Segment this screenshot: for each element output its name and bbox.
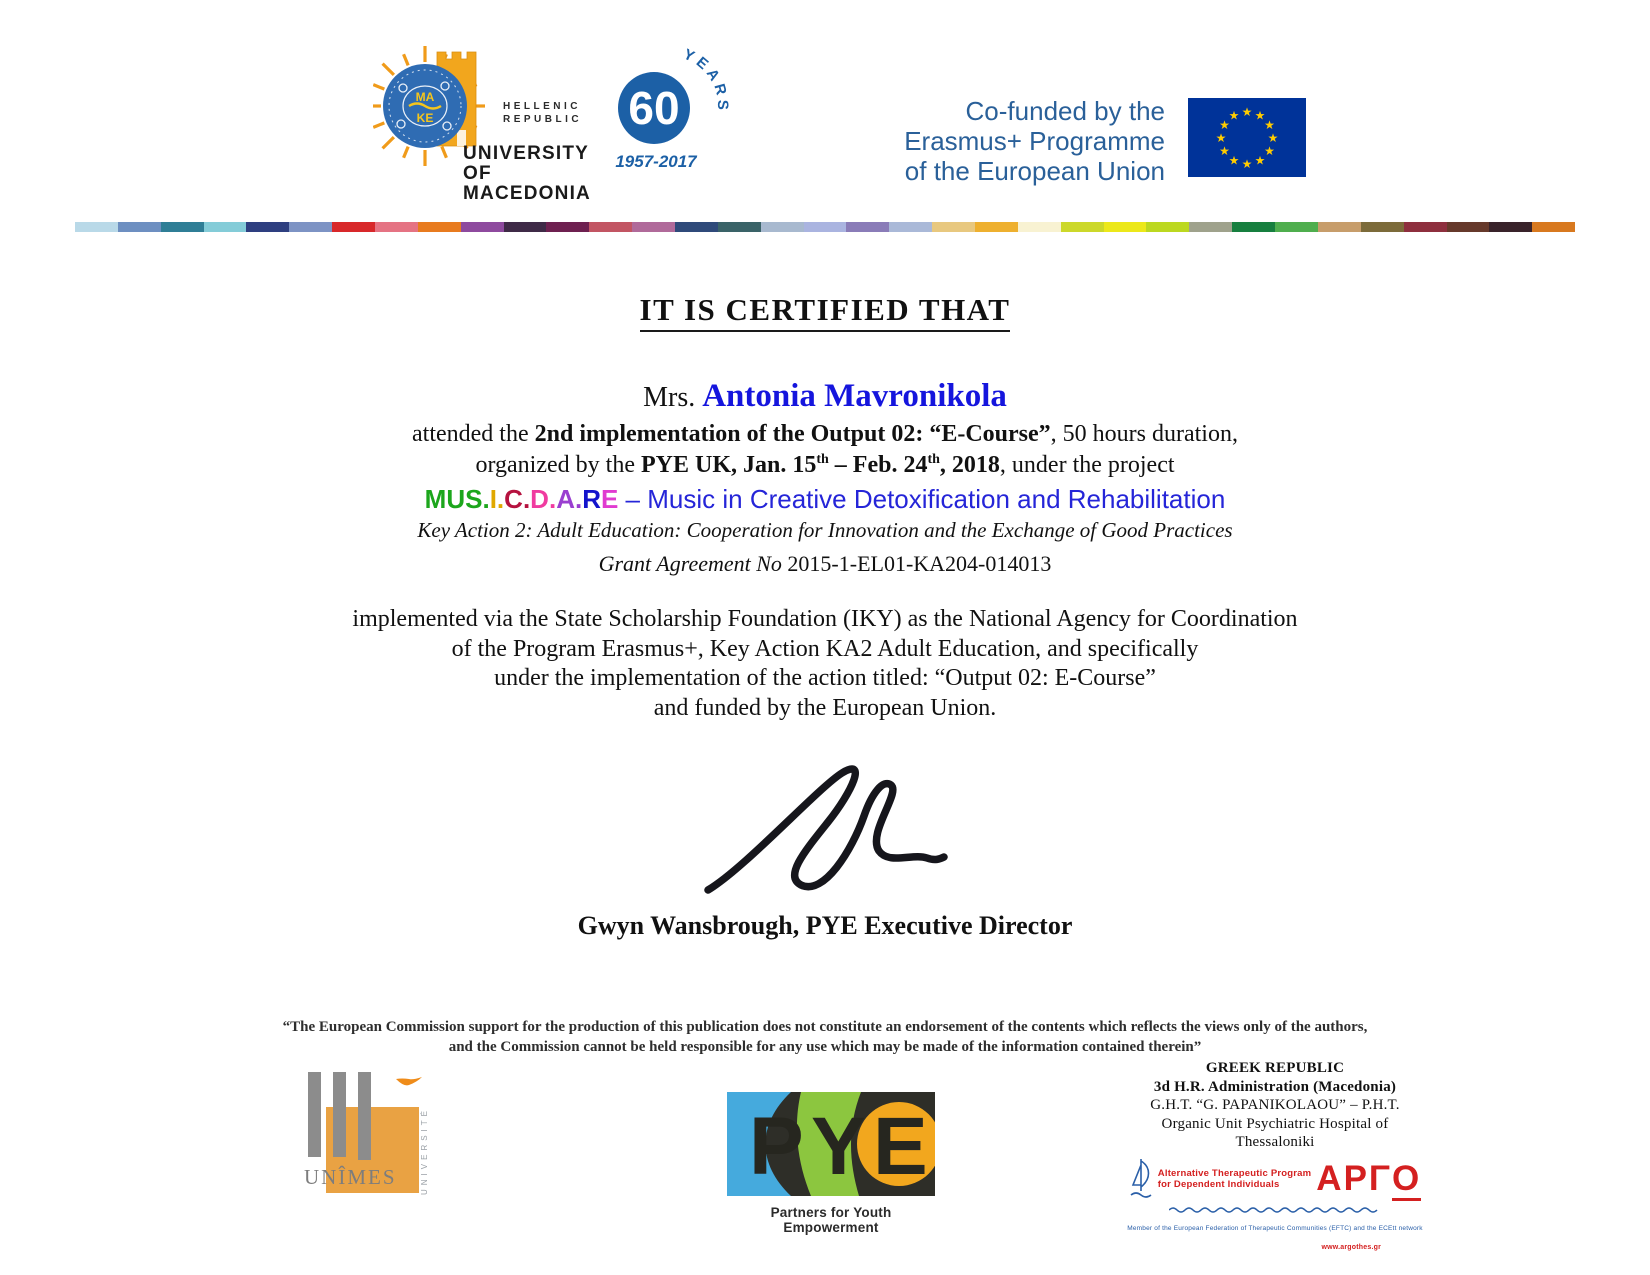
greek-line-1: GREEK REPUBLIC — [1205, 1060, 1345, 1076]
ec-disclaimer: “The European Commission support for the production of this publication does not constitute an endorsement of the contents which reflects the views only of the authors, and the Commission cannot be held responsible for any use which may be made of the information contained therein” — [282, 1019, 1368, 1055]
university-of-macedonia-logo — [373, 38, 603, 204]
unimes-logo — [298, 1065, 438, 1215]
svg-text:KE: KE — [416, 111, 434, 125]
signature-image — [700, 760, 950, 908]
implementation-paragraph: implemented via the State Scholarship Foundation (IKY) as the National Agency for Coordination of the Program Erasmus+, Key Action KA2 Adult Education, and specifically under the implementation of the action titled: “Output 02: E-Course” and funded by the European Union. — [352, 606, 1298, 721]
greek-line-2: 3d H.R. Administration (Macedonia) — [1153, 1078, 1397, 1095]
sixty-years-logo — [612, 46, 732, 174]
argo-tagline: Alternative Therapeutic Program for Dependent Individuals — [1157, 1167, 1312, 1190]
organized-line: organized by the PYE UK, Jan. 15th – Feb. 24th, 2018, under the project — [475, 452, 1175, 478]
sixty-years-icon — [612, 46, 732, 174]
argo-logo — [1085, 1157, 1465, 1258]
argo-website: www.argothes.gr — [1321, 1243, 1381, 1251]
svg-text:1957-2017: 1957-2017 — [615, 152, 697, 171]
svg-text:★: ★ — [1228, 153, 1240, 168]
greek-republic-block — [1085, 1059, 1465, 1257]
greek-line-3: G.H.T. “G. PAPANIKOLAOU” – P.H.T. — [1150, 1097, 1400, 1113]
hellenic-republic-label: HELLENIC REPUBLIC — [503, 101, 583, 125]
svg-text:60: 60 — [628, 82, 680, 134]
project-acronym: MUS.I.C.D.A.RE — [424, 484, 619, 514]
pye-logo-icon — [727, 1092, 935, 1196]
svg-text:P: P — [749, 1101, 804, 1192]
svg-text:★: ★ — [1228, 108, 1240, 123]
recipient-name: Antonia Mavronikola — [702, 378, 1007, 414]
bird-swoosh-icon — [394, 1075, 424, 1091]
argo-membership-line: Member of the European Federation of Therapeutic Communities (EFTC) and the ECEtt network — [1127, 1225, 1423, 1232]
unimes-wordmark: UNÎMES — [304, 1165, 397, 1189]
svg-text:★: ★ — [1241, 105, 1253, 119]
signature-area — [0, 760, 1650, 913]
argo-wordmark: ΑΡΓΟ — [1316, 1161, 1421, 1196]
svg-text:MA: MA — [415, 90, 435, 104]
eu-flag-icon — [1188, 98, 1306, 177]
pye-caption: Partners for Youth Empowerment — [770, 1205, 892, 1235]
certificate-title: IT IS CERTIFIED THAT — [0, 292, 1650, 328]
pye-logo — [727, 1092, 935, 1235]
greek-line-4: Organic Unit Psychiatric Hospital of — [1161, 1115, 1389, 1132]
wave-divider-icon — [1169, 1206, 1381, 1214]
salutation: Mrs. — [643, 382, 703, 413]
project-name-line — [0, 484, 1650, 515]
svg-text:Y: Y — [811, 1101, 866, 1192]
cofunded-erasmus-label: Co-funded by the Erasmus+ Programme of the European Union — [904, 96, 1165, 186]
svg-text:E: E — [873, 1101, 928, 1192]
svg-text:★: ★ — [1264, 144, 1275, 158]
grant-agreement-line: Grant Agreement No 2015-1-EL01-KA204-014013 — [598, 551, 1052, 576]
svg-text:★: ★ — [1254, 153, 1266, 168]
svg-text:★: ★ — [1267, 131, 1279, 145]
rainbow-divider-stripe — [75, 222, 1575, 232]
key-action-line: Key Action 2: Adult Education: Cooperation for Innovation and the Exchange of Good Practices — [417, 518, 1233, 542]
universite-vertical-label: UNIVERSITÉ — [420, 1106, 429, 1195]
sailboat-icon — [1129, 1157, 1153, 1201]
signatory-line: Gwyn Wansbrough, PYE Executive Director — [577, 911, 1073, 940]
svg-text:★: ★ — [1264, 118, 1275, 132]
svg-text:★: ★ — [1219, 118, 1230, 132]
project-full-name: – Music in Creative Detoxification and Rehabilitation — [618, 484, 1226, 514]
svg-text:★: ★ — [1254, 108, 1266, 123]
svg-text:★: ★ — [1219, 144, 1230, 158]
svg-text:★: ★ — [1241, 157, 1253, 171]
attended-line: attended the 2nd implementation of the Output 02: “E-Course”, 50 hours duration, — [412, 421, 1238, 447]
university-of-macedonia-label: UNIVERSITY OF MACEDONIA — [463, 143, 591, 204]
greek-line-5: Thessaloniki — [1235, 1134, 1315, 1150]
svg-text:YEARS: YEARS — [680, 46, 732, 115]
recipient-line — [0, 378, 1650, 415]
svg-text:★: ★ — [1215, 131, 1227, 145]
